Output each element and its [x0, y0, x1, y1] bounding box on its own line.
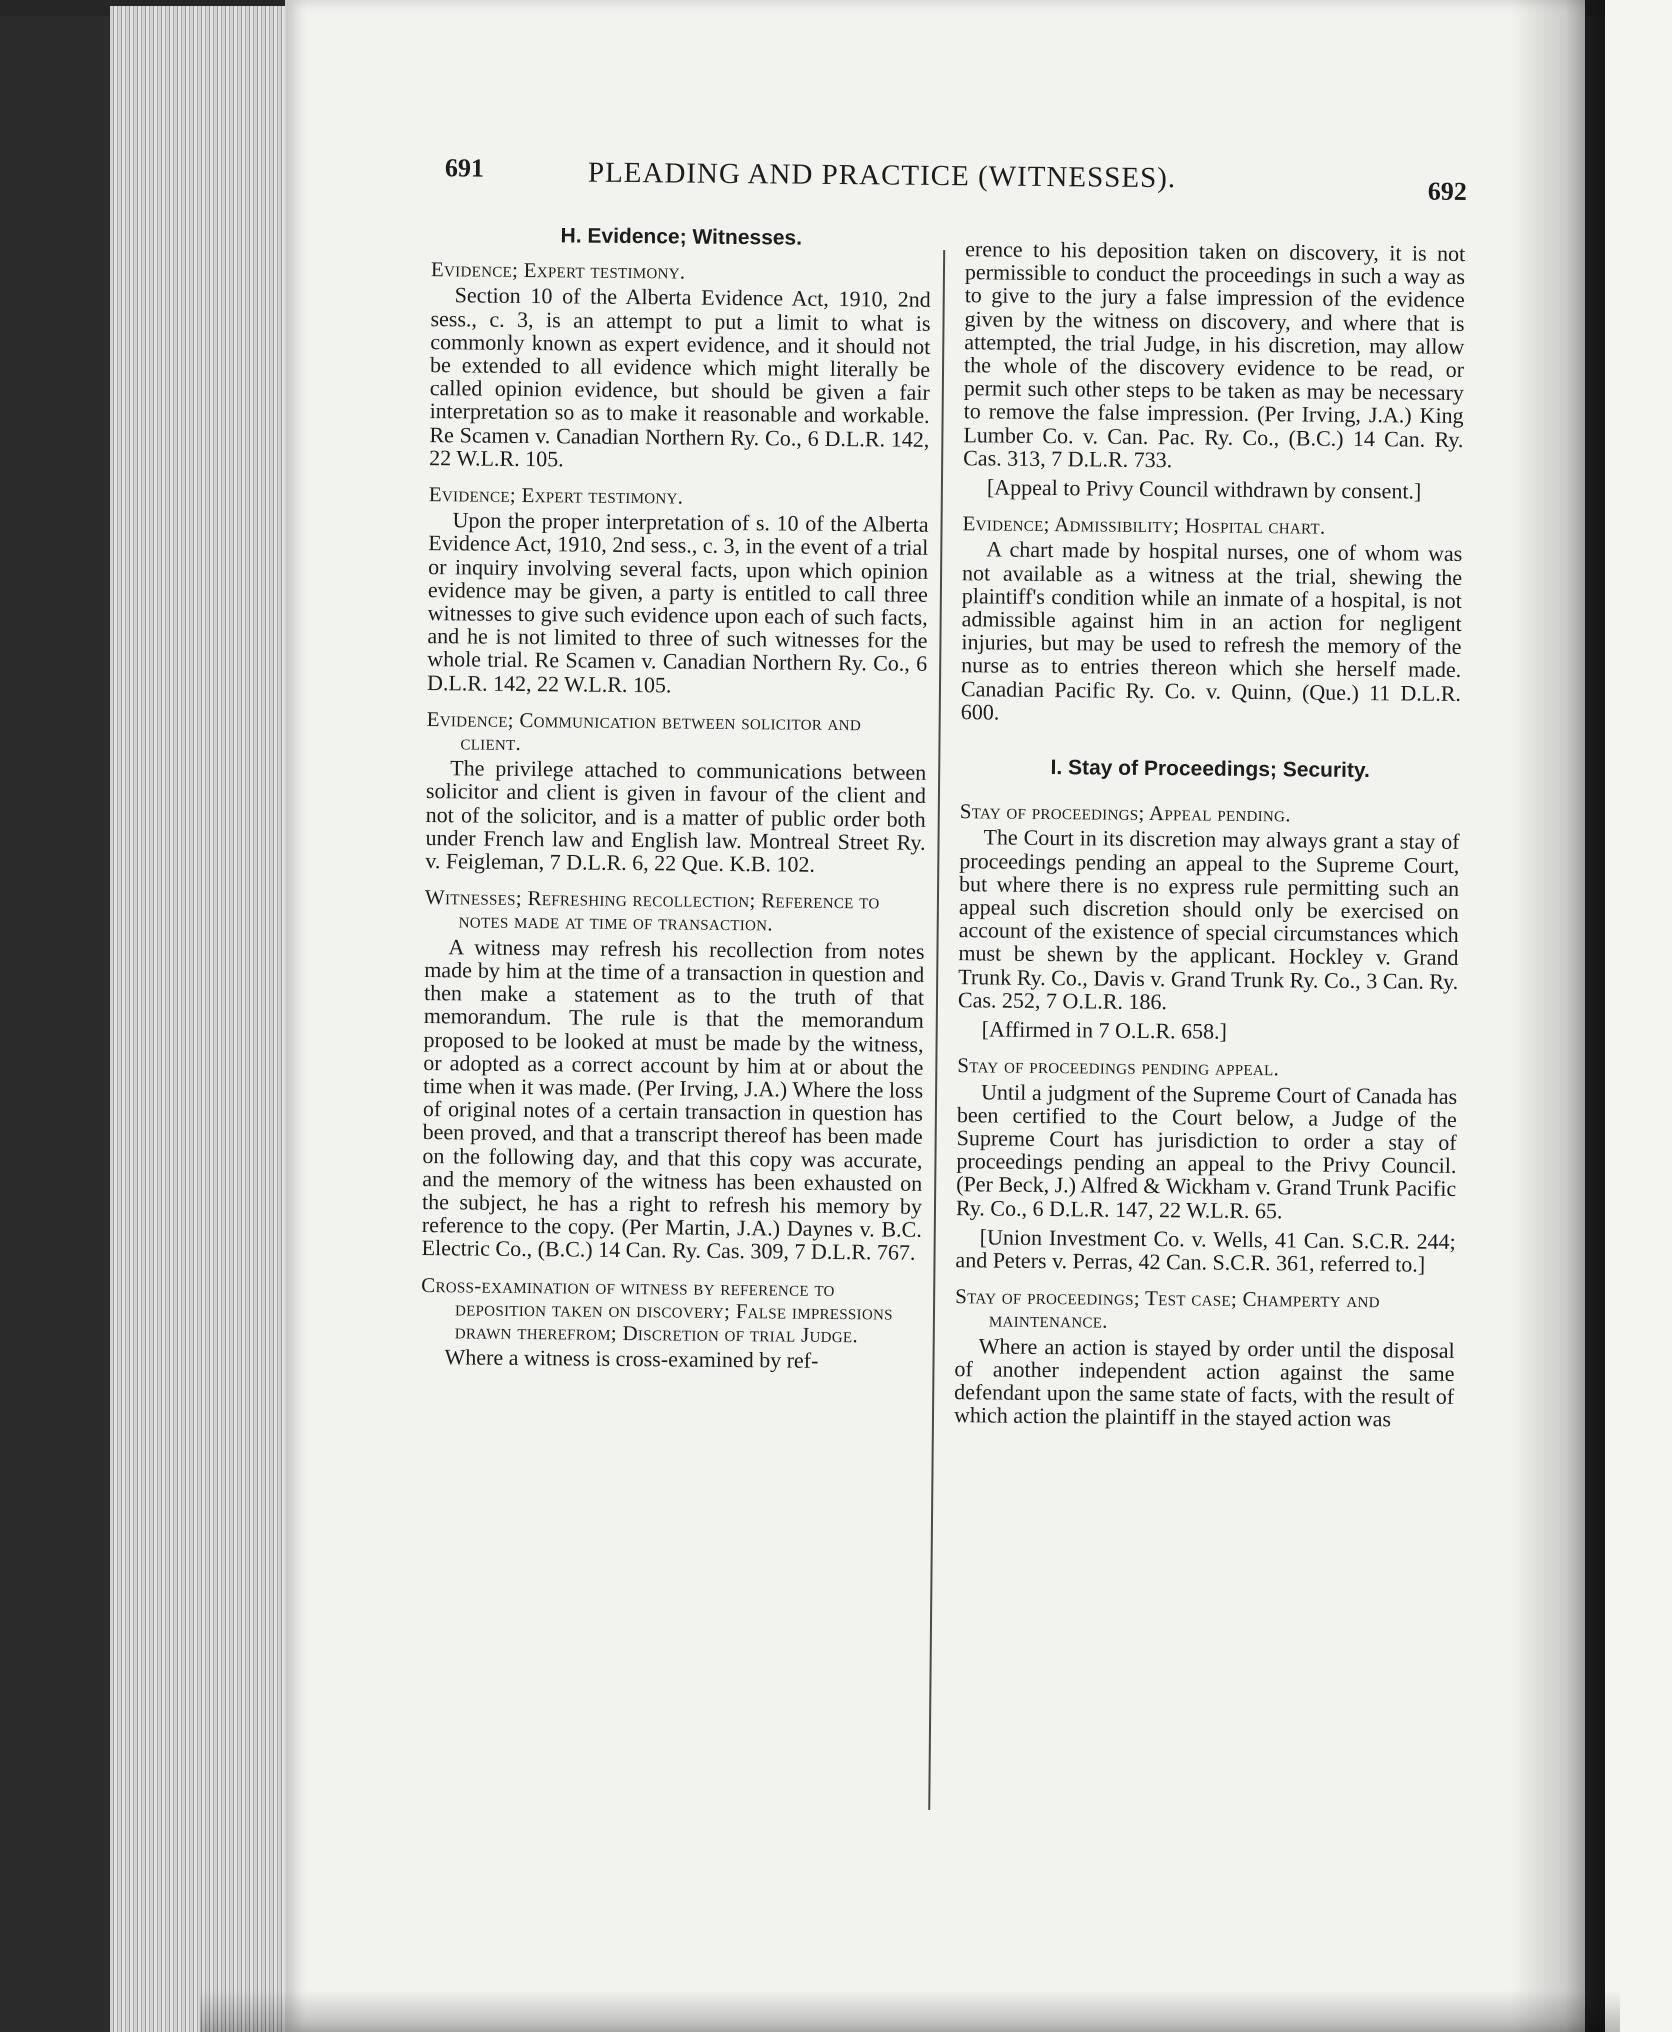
- digest-entry-continued: [963, 237, 1465, 503]
- entry-heading: Evidence; Admissibility; Hospital chart.: [962, 511, 1326, 539]
- entry-heading: Evidence; Communication between solicitor and client.: [426, 706, 862, 756]
- digest-entry: [955, 1054, 1457, 1276]
- entry-body: A chart made by hospital nurses, one of whom was not available as a witness at the trial, shewing the plaintiff's condition while an inmate of a hospital, is not admissible against him in an action for negligent injuries, but may be used to refresh the memory of the nurse as to entries thereon which she herself made. Canadian Pacific Ry. Co. v. Quinn, (Que.) 11 D.L.R. 600.: [960, 536, 1463, 725]
- entry-body: Until a judgment of the Supreme Court of Canada has been certified to the Court below, a Judge of the Supreme Court has jurisdiction to order a stay of proceedings pending an appeal to the Privy Council. (Per Beck, J.) Alfred & Wickham v. Grand Trunk Pacific Ry. Co., 6 D.L.R. 147, 22 W.L.R. 65.: [955, 1078, 1458, 1223]
- entry-heading: Stay of proceedings; Appeal pending.: [959, 799, 1291, 827]
- entry-note: [Appeal to Privy Council withdrawn by consent.]: [986, 474, 1422, 504]
- running-head: PLEADING AND PRACTICE (WITNESSES).: [587, 156, 1177, 195]
- digest-entry: [961, 512, 1463, 728]
- entry-note: [Union Investment Co. v. Wells, 41 Can. S.C.R. 244; and Peters v. Perras, 42 Can. S.C.R. 361, referred to.]: [955, 1224, 1456, 1277]
- entry-body: Where an action is stayed by order until the disposal of another independent action against the same defendant upon the same state of facts, with the result of which action the plaintiff in the stayed action was: [953, 1332, 1455, 1432]
- entry-heading: Evidence; Expert testimony.: [430, 257, 686, 284]
- entry-body: Where a witness is cross-examined by ref-: [444, 1344, 819, 1373]
- digest-entry: [958, 800, 1460, 1045]
- entry-heading: Stay of proceedings pending appeal.: [957, 1053, 1280, 1081]
- page-number-left: 691: [444, 153, 485, 183]
- entry-body: Upon the proper interpretation of s. 10 of the Alberta Evidence Act, 1910, 2nd sess., c. 3, in the event of a trial or inquiry involving several facts, upon which opinion evidence may be given, a party is entitled to call three witnesses to give such evidence upon each of such facts, and he is not limited to three of such witnesses for the whole trial. Re Scamen v. Canadian Northern Ry. Co., 6 D.L.R. 142, 22 W.L.R. 105.: [426, 507, 929, 698]
- digest-entry: [425, 708, 927, 877]
- left-column: [420, 223, 931, 1387]
- digest-entry: [421, 886, 925, 1264]
- entry-body-continued: erence to his deposition taken on discovery, it is not permissible to conduct the proceedings in such a way as to give to the jury a false impression of the evidence given by the witness on discovery, and where that is attempted, the trial Judge, in his discretion, may allow the whole of the discovery evidence to be read, or permit such other steps to be taken as may be necessary to remove the false impression. (Per Irving, J.A.) King Lumber Co. v. Can. Pac. Ry. Co., (B.C.) 14 Can. Ry. Cas. 313, 7 D.L.R. 733.: [963, 236, 1466, 473]
- digest-entry: [954, 1285, 1455, 1431]
- column-rule: [928, 250, 945, 1810]
- entry-body: Section 10 of the Alberta Evidence Act, 1910, 2nd sess., c. 3, is an attempt to put a limit to what is commonly known as expert evidence, and it should not be extended to all evidence which might literally be called opinion evidence, but should be given a fair interpretation so as to make it reasonable and workable. Re Scamen v. Canadian Northern Ry. Co., 6 D.L.R. 142, 22 W.L.R. 105.: [429, 282, 931, 472]
- section-heading-i: I. Stay of Proceedings; Security.: [1050, 756, 1371, 783]
- entry-heading: Stay of proceedings; Test case; Champerty and maintenance.: [955, 1284, 1380, 1333]
- entry-heading: Evidence; Expert testimony.: [428, 482, 684, 509]
- right-column: [954, 237, 1466, 1445]
- entry-body: A witness may refresh his recollection from notes made by him at the time of a transaction in question and then make a statement as to the truth of that memorandum. The rule is that the memorandum proposed to be looked at must be made by the witness, or adopted as a correct account by him at or about the time when it was made. (Per Irving, J.A.) Where the loss of original notes of a certain transaction in question has been proved, and that a transcript thereof has been made on the following day, and that this copy was accurate, and the memory of the witness has been exhausted on the subject, he has a right to refresh his memory by reference to the copy. (Per Martin, J.A.) Daynes v. B.C. Electric Co., (B.C.) 14 Can. Ry. Cas. 309, 7 D.L.R. 767.: [421, 933, 925, 1266]
- entry-note: [Affirmed in 7 O.L.R. 658.]: [981, 1016, 1228, 1044]
- digest-entry: [420, 1274, 921, 1374]
- entry-heading: Cross-examination of witness by reference to deposition taken on discovery; False impressions drawn therefrom; Discretion of trial Judge.: [421, 1272, 893, 1348]
- digest-entry: [429, 258, 931, 474]
- entry-heading: Witnesses; Refreshing recollection; Reference to notes made at time of transaction.: [424, 885, 880, 936]
- digest-entry: [427, 483, 929, 699]
- entry-body: The Court in its discretion may always grant a stay of proceedings pending an appeal to the Supreme Court, but where there is no express rule permitting such an appeal such discretion should only be exercised on account of the existence of special circumstances which must be shewn by the applicant. Hockley v. Grand Trunk Ry. Co., Davis v. Grand Trunk Ry. Co., 3 Can. Ry. Cas. 252, 7 O.L.R. 186.: [957, 824, 1460, 1015]
- entry-body: The privilege attached to communications between solicitor and client is given in favour of the client and not of the solicitor, and is a matter of public order both under French law and English law. Montreal Street Ry. v. Feigleman, 7 D.L.R. 6, 22 Que. K.B. 102.: [425, 755, 927, 877]
- section-heading-h: H. Evidence; Witnesses.: [560, 224, 803, 250]
- page-number-right: 692: [1427, 176, 1467, 207]
